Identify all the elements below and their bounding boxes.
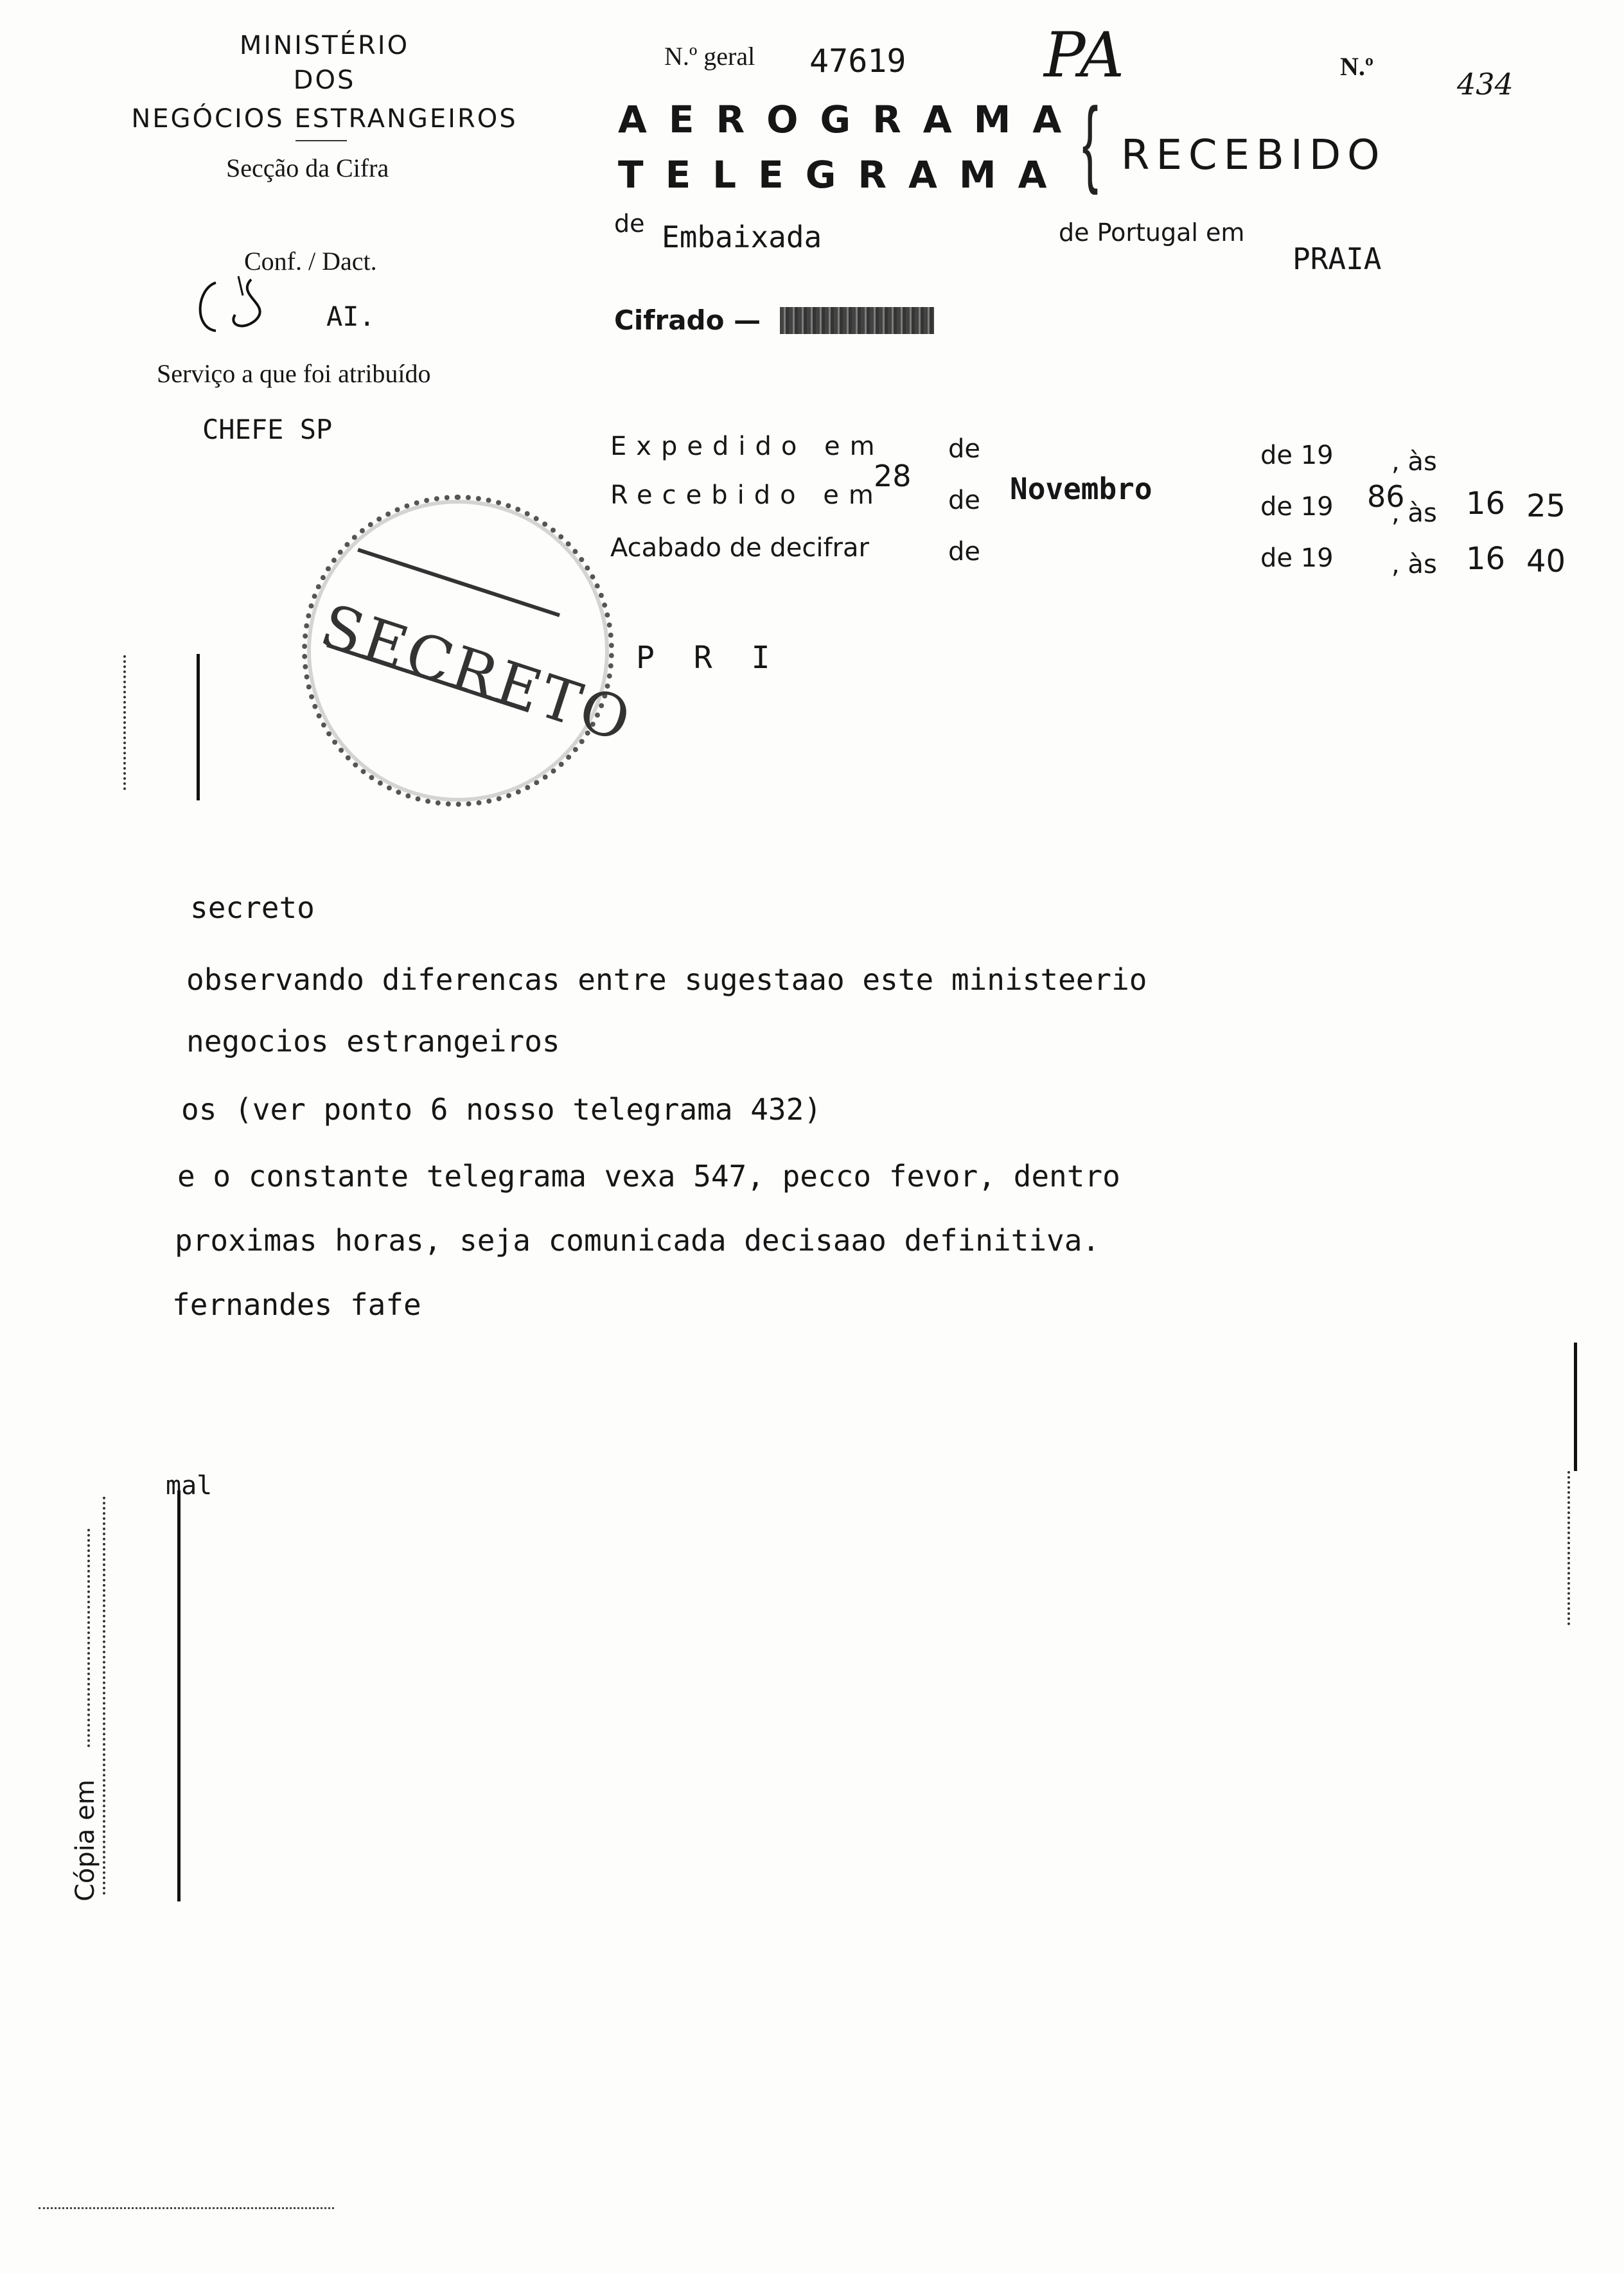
body-line-6: proximas horas, seja comunicada decisaao definitiva. (175, 1223, 1100, 1258)
de19-2: de 19 (1260, 492, 1334, 522)
de-word-1: de (948, 434, 980, 464)
recebido-min: 25 (1526, 488, 1566, 524)
body-line-1: secreto (190, 890, 315, 925)
body-line-5: e o constante telegrama vexa 547, pecco fevor, dentro (177, 1159, 1120, 1194)
de-label: de (614, 209, 645, 238)
ministry-line2: DOS (293, 66, 356, 95)
handwritten-mark: PA (1044, 19, 1125, 91)
cifrado-label: Cifrado — (614, 304, 761, 336)
initials: AI. (326, 301, 375, 332)
day-value: 28 (874, 459, 912, 493)
portugal-label: de Portugal em (1059, 218, 1245, 247)
margin-dots-bottom (103, 1497, 105, 1895)
ministry-rule (296, 140, 347, 141)
as-word-2: , às (1391, 498, 1437, 528)
as-word-3: , às (1391, 550, 1437, 579)
priority: P R I (636, 640, 781, 676)
ministry-line3: NEGÓCIOS ESTRANGEIROS (131, 104, 518, 134)
copia-dotted-line (87, 1529, 90, 1747)
body-line-4: os (ver ponto 6 nosso telegrama 432) (181, 1092, 822, 1127)
month-value: Novembro (1010, 472, 1152, 506)
seccao-label: Secção da Cifra (226, 154, 389, 182)
acabado-hour: 16 (1466, 541, 1506, 577)
redacted-mark (780, 307, 934, 334)
bottom-edge-dots (39, 2207, 334, 2209)
num-geral-label: N.º geral (664, 42, 755, 71)
edge-dots (1567, 1471, 1570, 1625)
edge-mark (1574, 1343, 1577, 1471)
year-value: 86 (1367, 479, 1405, 514)
ministry-line1: MINISTÉRIO (239, 31, 410, 60)
body-line-3: negocios estrangeiros (186, 1024, 560, 1059)
de-value: Embaixada (662, 220, 822, 254)
de19-3: de 19 (1260, 543, 1334, 573)
num-label: N.º (1340, 52, 1374, 81)
de-word-2: de (948, 486, 980, 515)
margin-dots-top (123, 655, 126, 790)
body-line-7: fernandes fafe (172, 1287, 421, 1322)
expedido-label: Expedido em (610, 432, 885, 461)
servico-value: CHEFE SP (202, 414, 333, 445)
conf-dact-label: Conf. / Dact. (244, 247, 377, 276)
portugal-value: PRAIA (1293, 242, 1382, 276)
margin-bar-top (197, 654, 200, 800)
as-word-1: , às (1391, 447, 1437, 477)
servico-label: Serviço a que foi atribuído (157, 359, 431, 388)
margin-bar-bottom (177, 1490, 181, 1901)
stamp-text: SECRETO (312, 591, 641, 756)
de-word-3: de (948, 537, 980, 567)
recebido-hour: 16 (1466, 486, 1506, 522)
aerograma-title: AEROGRAMA (618, 98, 1084, 141)
bracket: { (1082, 87, 1099, 195)
acabado-min: 40 (1526, 543, 1566, 579)
num-geral-value: 47619 (809, 42, 906, 80)
copia-label: Cópia em (71, 1779, 100, 1901)
recebido-label: Recebido em (610, 480, 883, 510)
de19-1: de 19 (1260, 441, 1334, 470)
footer-code: mal (166, 1471, 213, 1501)
signature-initials (190, 270, 287, 340)
num-value: 434 (1457, 67, 1514, 101)
body-line-2: observando diferencas entre sugestaao este ministeerio (186, 962, 1147, 997)
acabado-label: Acabado de decifrar (610, 533, 869, 563)
recebido-title: RECEBIDO (1121, 132, 1386, 179)
telegrama-title: TELEGRAMA (618, 153, 1069, 197)
